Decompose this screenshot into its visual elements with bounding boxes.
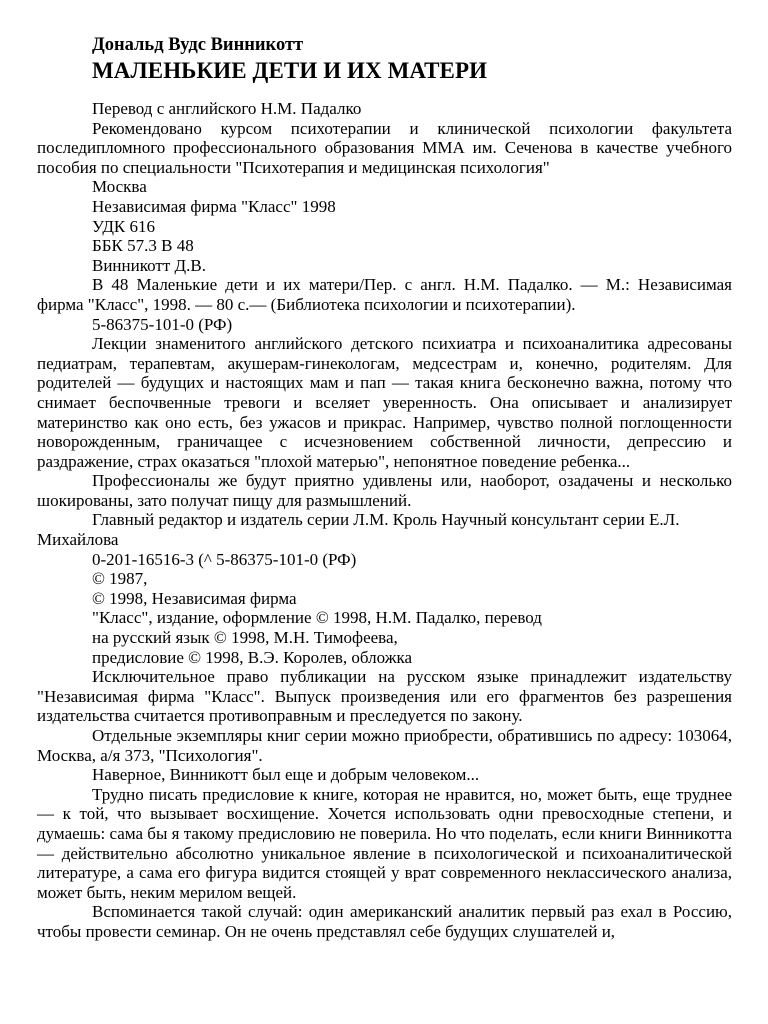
anecdote-paragraph: Вспоминается такой случай: один американский аналитик первый раз ехал в Россию, чтобы провести семинар. Он не очень представлял себе будущих слушателей и,: [37, 902, 732, 941]
bbk-line: ББК 57.3 В 48: [92, 236, 194, 256]
recommendation-paragraph: Рекомендовано курсом психотерапии и клинической психологии факультета последипломного профессионального образования ММА им. Сеченова в качестве учебного пособия по специальности "Психотерапия и медицинская психология": [37, 118, 732, 177]
copyright-edition-line: "Класс", издание, оформление © 1998, Н.М. Падалко, перевод: [92, 608, 542, 628]
preface-paragraph: Трудно писать предисловие к книге, которая не нравится, но, может быть, еще труднее — к той, что вызывает восхищение. Хочется использовать одни превосходные степени, и думаешь: сама бы я такому предисловию не поверила. Но что поделать, если книги Винникотта — действительно абсолютно уникальное явление в психологической и психоаналитической литературе, а сама его фигура видится стоящей у врат современного неклассического анализа, может быть, неким мерилом вещей.: [37, 784, 732, 902]
copyright-firm-line: © 1998, Независимая фирма: [92, 588, 297, 608]
catalog-author-line: Винникотт Д.В.: [92, 255, 206, 275]
rights-paragraph: Исключительное право публикации на русском языке принадлежит издательству "Независимая фирма "Класс". Выпуск произведения или его фрагментов без разрешения издательства считается противоправным и преследуется по закону.: [37, 667, 732, 726]
purchase-paragraph: Отдельные экземпляры книг серии можно приобрести, обратившись по адресу: 103064, Москва, а/я 373, "Психология".: [37, 726, 732, 765]
catalog-entry-paragraph: В 48 Маленькие дети и их матери/Пер. с англ. Н.М. Падалко. — М.: Независимая фирма "Класс", 1998. — 80 с.— (Библиотека психологии и психотерапии).: [37, 275, 732, 314]
city-line: Москва: [92, 177, 147, 197]
copyright-1987-line: © 1987,: [92, 569, 148, 589]
udk-line: УДК 616: [92, 216, 156, 236]
professionals-paragraph: Профессионалы же будут приятно удивлены или, наоборот, озадачены и несколько шокированы, зато получат пищу для размышлений.: [37, 471, 732, 510]
isbn-line: 5-86375-101-0 (РФ): [92, 314, 233, 334]
copyright-cover-line: предисловие © 1998, В.Э. Королев, обложка: [92, 647, 412, 667]
preface-heading: Наверное, Винникотт был еще и добрым человеком...: [92, 765, 480, 785]
document-page: [37, 34, 732, 942]
publisher-line: Независимая фирма "Класс" 1998: [92, 196, 336, 216]
book-author: Дональд Вудс Винникотт: [92, 35, 304, 55]
isbn-pair-line: 0-201-16516-3 (^ 5-86375-101-0 (РФ): [92, 549, 357, 569]
editors-paragraph: Главный редактор и издатель серии Л.М. Кроль Научный консультант серии Е.Л. Михайлова: [37, 510, 680, 550]
book-title: МАЛЕНЬКИЕ ДЕТИ И ИХ МАТЕРИ: [92, 58, 488, 83]
translator-line: Перевод с английского Н.М. Падалко: [92, 99, 362, 118]
copyright-translation-line: на русский язык © 1998, М.Н. Тимофеева,: [92, 628, 398, 648]
annotation-paragraph: Лекции знаменитого английского детского психиатра и психоаналитика адресованы педиатрам, терапевтам, акушерам-гинекологам, медсестрам и, конечно, родителям. Для родителей — будущих и настоящих мам и пап — такая книга бесконечно важна, потому что снимает беспочвенные тревоги и вселяет уверенность. Она описывает и анализирует материнство как оно есть, без ужасов и прикрас. Например, чувство полной поглощенности новорожденным, граничащее с исчезновением собственной личности, депрессию и раздражение, страх оказаться "плохой матерью", непонятное поведение ребенка...: [37, 334, 732, 471]
